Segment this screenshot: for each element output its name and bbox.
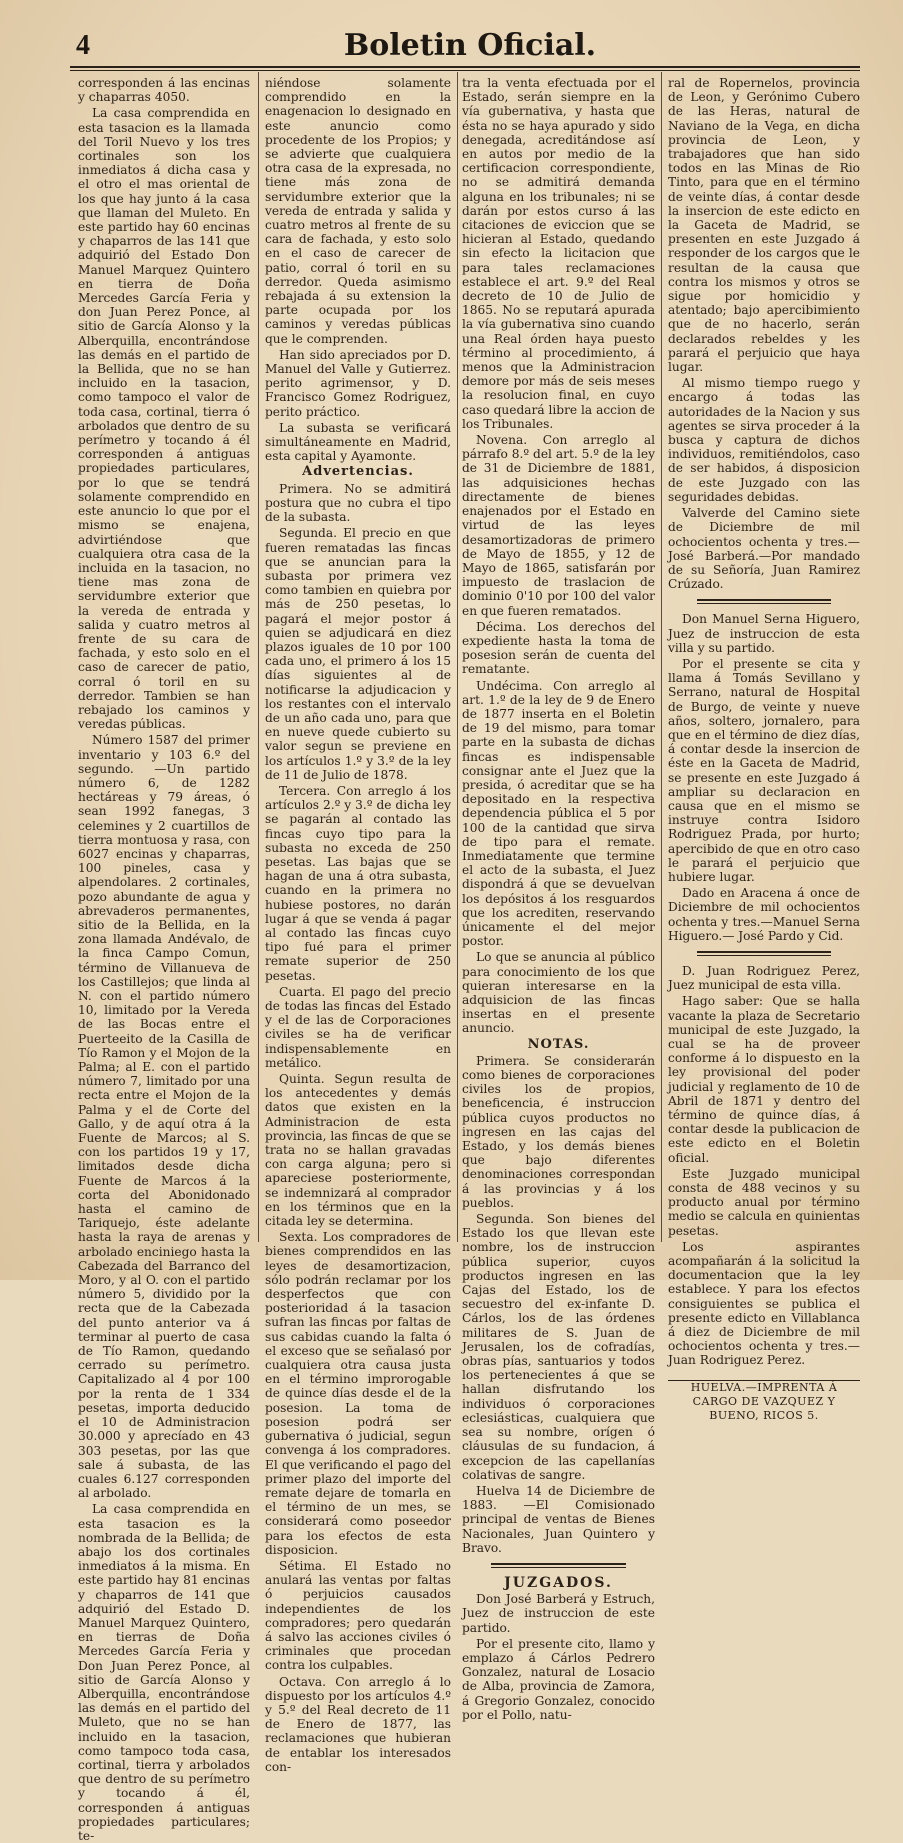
paragraph: Los aspirantes acompañarán á la solicitud la documentacion que la ley establece. Y para los efectos consiguientes se publica el presente edicto en Villablanca á diez de Diciembre de mil ochocientos ochenta y tres.—Juan Rodriguez Perez. — [668, 1239, 860, 1368]
column-1 — [78, 76, 250, 1843]
paragraph: Décima. Los derechos del expediente hasta la toma de posesion serán de cuenta del rematante. — [462, 619, 655, 677]
paragraph: Han sido apreciados por D. Manuel del Valle y Gutierrez. perito agrimensor, y D. Francisco Gomez Rodriguez, perito práctico. — [265, 347, 451, 419]
column-3 — [462, 76, 655, 1722]
paragraph: Este Juzgado municipal consta de 488 vecinos y su producto anual por término medio se calcula en quinientas pesetas. — [668, 1166, 860, 1238]
paragraph: La casa comprendida en esta tasacion es la llamada del Toril Nuevo y los tres cortinales son los inmediatos á dicha casa y el otro el mas oriental de los que hay junto á la casa que llaman del Muleto. En este partido hay 60 encinas y chaparros de las 141 que adquirió del Estado Don Manuel Marquez Quintero en tierra de Doña Mercedes García Feria y don Juan Perez Ponce, al sitio de García Alonso y la Alberquilla, encontrándose las demás en el partido de la Bellida, que no se han incluido en la tasacion, como tampoco el valor de toda casa, cortinal, tierra ó arbolados que dentro de su perímetro y tocando á él corresponden á antiguas propiedades particulares, por lo que se tendrá solamente comprendido en este anuncio lo que por el mismo se enajena, advirtiéndose que cualquiera otra casa de la incluida en la tasacion, no tiene mas zona de servidumbre exterior que la vereda de entrada y salida y cuatro metros al frente de su cara de fachada, y esto solo en el caso de carecer de patio, corral ó toril en su derredor. Tambien se han rebajado los caminos y veredas públicas. — [78, 106, 250, 732]
paragraph: Sexta. Los compradores de bienes comprendidos en las leyes de desamortizacion, sólo podrán reclamar por los desperfectos que con posterioridad á la tasacion sufran las fincas por faltas de sus cabidas cuando la falta ó el exceso que se señalasó por cualquiera otra causa justa en el término improrogable de quince días desde el de la posesion. La toma de posesion podrá ser gubernativa ó judicial, segun convenga á los compradores. El que verificando el pago del primer plazo del importe del remate dejare de tomarla en el término de un mes, se considerará como poseedor para los efectos de esta disposicion. — [265, 1230, 451, 1557]
column-divider — [661, 72, 662, 1242]
paragraph: Primera. No se admitirá postura que no cubra el tipo de la subasta. — [265, 481, 451, 525]
paragraph: Hago saber: Que se halla vacante la plaza de Secretario municipal de este Juzgado, la cual se ha de proveer conforme á lo dispuesto en la ley provisional del poder judicial y reglamento de 10 de Abril de 1871 y dentro del término de quince días, á contar desde la publicacion de este edicto en el Boletin oficial. — [668, 994, 860, 1165]
paragraph: La subasta se verificará simultáneamente en Madrid, esta capital y Ayamonte. — [265, 420, 451, 464]
section-heading: Advertencias. — [302, 464, 414, 480]
paragraph: Dado en Aracena á once de Diciembre de mil ochocientos ochenta y tres.—Manuel Serna Higuero.— José Pardo y Cid. — [668, 886, 860, 943]
paragraph: Sétima. El Estado no anulará las ventas por faltas ó perjuicios causados independientes de los compradores; pero quedarán á salvo las acciones civiles ó criminales que procedan contra los culpables. — [265, 1558, 451, 1673]
section-rule — [491, 1563, 626, 1568]
paragraph: Octava. Con arreglo á lo dispuesto por los artículos 4.º y 5.º del Real decreto de 11 de Enero de 1877, las reclamaciones que hubieran de entablar los interesados con- — [265, 1674, 451, 1774]
paragraph: corresponden á las encinas y chaparras 4050. — [78, 76, 250, 105]
section-rule — [697, 599, 831, 604]
paragraph: Lo que se anuncia al público para conocimiento de los que quieran interesarse en la adquisicion de las fincas insertas en el presente anuncio. — [462, 950, 655, 1036]
paragraph: Primera. Se considerarán como bienes de corporaciones civiles los de propios, beneficencia, é instruccion pública cuyos productos no ingresen en las cajas del Estado, y los demás bienes que bajo diferentes denominaciones correspondan á las provincias y á los pueblos. — [462, 1053, 655, 1210]
column-2 — [265, 76, 451, 1774]
paragraph: Tercera. Con arreglo á los artículos 2.º y 3.º de dicha ley se pagarán al contado las fincas cuyo tipo para la subasta no exceda de 250 pesetas. Las bajas que se hagan de una á otra subasta, cuando en la primera no hubiese postores, no darán lugar á que se venda á pagar al contado las fincas cuyo tipo fué para el primer remate superior de 250 pesetas. — [265, 783, 451, 983]
paragraph: Por el presente se cita y llama á Tomás Sevillano y Serrano, natural de Hospital de Burgo, de veinte y nueve años, soltero, jornalero, para que en el término de diez días, á contar desde la insercion de éste en la Gaceta de Madrid, se presente en este Juzgado á ampliar su declaracion en causa que en el mismo se instruye contra Isidoro Rodriguez Prada, por hurto; apercibido de que en otro caso le parará el perjuicio que hubiere lugar. — [668, 656, 860, 884]
page-title: Boletin Oficial. — [343, 28, 597, 63]
paragraph: tra la venta efectuada por el Estado, serán siempre en la vía gubernativa, y hasta que ésta no se haya apurado y sido denegada, acreditándose así en autos por medio de la certificacion correspondiente, no se admitirá demanda alguna en los tribunales; ni se darán por estos curso á las citaciones de eviccion que se hicieran al Estado, quedando sin efecto la licitacion que para tales reclamaciones establece el art. 9.º del Real decreto de 10 de Julio de 1865. No se reputará apurada la vía gubernativa sino cuando una Real órden haya puesto término al procedimiento, á menos que la Administracion demore por más de seis meses la resolucion final, en cuyo caso quedará libre la accion de los Tribunales. — [462, 76, 655, 431]
paragraph: Cuarta. El pago del precio de todas las fincas del Estado y el de las de Corporaciones civiles se ha de verificar indispensablemente en metálico. — [265, 984, 451, 1070]
section-heading: NOTAS. — [527, 1036, 590, 1052]
page-header — [70, 26, 870, 66]
paragraph: Novena. Con arreglo al párrafo 8.º del art. 5.º de la ley de 31 de Diciembre de 1881, las adquisiciones hechas directamente de bienes enajenados por el Estado en virtud de las leyes desamortizadoras de primero de Mayo de 1855, y 12 de Mayo de 1865, satisfarán por impuesto de traslacion de dominio 0'10 por 100 del valor en que fueren rematados. — [462, 433, 655, 618]
paragraph: La casa comprendida en esta tasacion es la nombrada de la Bellida; de abajo los dos cortinales inmediatos á la misma. En este partido hay 81 encinas y chaparros de 141 que adquirió del Estado D. Manuel Marquez Quintero, en tierras de Doña Mercedes García Feria y Don Juan Perez Ponce, al sitio de García Alonso y Alberquilla, encontrándose las demás en el partido del Muleto, que no se han incluido en la tasacion, como tampoco toda casa, cortinal, tierra y arbolados que dentro de su perímetro y tocando á él, corresponden á antiguas propiedades particulares; te- — [78, 1502, 250, 1843]
paragraph: Huelva 14 de Diciembre de 1883. —El Comisionado principal de ventas de Bienes Nacionales, Juan Quintero y Bravo. — [462, 1483, 655, 1555]
paragraph: Don José Barberá y Estruch, Juez de instruccion de este partido. — [462, 1592, 655, 1635]
paragraph: niéndose solamente comprendido en la enagenacion lo designado en este anuncio como procedente de los Propios; y se advierte que cualquiera otra casa de la expresada, no tiene más zona de servidumbre exterior que la vereda de entrada y salida y cuatro metros al frente de su cara de fachada, y esto solo en el caso de carecer de patio, corral ó toril en su derredor. Queda asimismo rebajada á su extension la parte ocupada por los caminos y veredas públicas que le comprenden. — [265, 76, 451, 346]
printer-imprint: HUELVA.—IMPRENTA Á CARGO DE VAZQUEZ Y BUENO, RICOS 5. — [690, 1380, 838, 1423]
paragraph: Don Manuel Serna Higuero, Juez de instruccion de esta villa y su partido. — [668, 612, 860, 655]
paragraph: Valverde del Camino siete de Diciembre de mil ochocientos ochenta y tres.—José Barberá.—Por mandado de su Señoría, Juan Ramirez Crúzado. — [668, 506, 860, 592]
page-number: 4 — [76, 30, 90, 61]
paragraph: Al mismo tiempo ruego y encargo á todas las autoridades de la Nacion y sus agentes se sirva proceder á la busca y captura de dichos individuos, remitiéndolos, caso de ser habidos, á disposicion de este Juzgado con las seguridades debidas. — [668, 376, 860, 504]
paragraph: Número 1587 del primer inventario y 103 6.º del segundo. —Un partido número 6, de 1282 hectáreas y 79 áreas, ó sean 1992 fanegas, 3 celemines y 2 cuartillos de tierra montuosa y rasa, con 6027 encinas y chaparras, 100 pineles, casa y alpendolares. 2 cortinales, pozo abundante de agua y abrevaderos permanentes, sitio de la Bellida, en la zona llamada Andévalo, de la finca Campo Comun, término de Villanueva de los Castillejos; que linda al N. con el partido número 10, limitado por la Vereda de las Bocas entre el Puerteeito de la Casilla de Tío Ramon y el Mojon de la Palma; al E. con el partido número 7, limitado por una recta entre el Mojon de la Palma y el de Corte del Gallo, y de aquí otra á la Fuente de Marcos; al S. con los partidos 19 y 17, limitados desde dicha Fuente de Marcos á la corta del Abonidonado hasta el camino de Tariquejo, éste adelante hasta la raya de arenas y arbolado enciniego hasta la Cabezada del Barranco del Moro, y al O. con el partido número 5, dividido por la recta que de la Cabezada del punto anterior va á terminar al puerto de casa de Tío Ramon, quedando cerrado su perímetro. Capitalizado al 4 por 100 por la renta de 1 334 pesetas, importa deducido el 10 de Administracion 30.000 y aprecíado en 43 303 pesetas, por las que sale á subasta, de las cuales 6.127 corresponden al arbolado. — [78, 733, 250, 1501]
paragraph: Segunda. Son bienes del Estado los que llevan este nombre, los de instruccion pública superior, cuyos productos ingresen en las Cajas del Estado, los de secuestro del ex-infante D. Cárlos, los de las órdenes militares de S. Juan de Jerusalen, los de cofradías, obras pías, santuarios y todos los pertenecientes á que se hallan disfrutando los individuos ó corporaciones eclesiásticas, cualquiera que sea su nombre, orígen ó cláusulas de su fundacion, á excepcion de las capellanías colativas de sangre. — [462, 1212, 655, 1482]
column-divider — [258, 72, 259, 1242]
paragraph: ral de Ropernelos, provincia de Leon, y Gerónimo Cubero de las Heras, natural de Naviano de la Vega, en dicha provincia de Leon, y trabajadores que han sido todos en las Minas de Rio Tinto, para que en el término de veinte días, á contar desde la insercion de este edicto en la Gaceta de Madrid, se presenten en este Juzgado á responder de los cargos que le resultan de la causa que contra los mismos y otros se sigue por homicidio y atentado; bajo apercibimiento que de no hacerlo, serán declarados rebeldes y les parará el perjuicio que haya lugar. — [668, 76, 860, 375]
paragraph: Quinta. Segun resulta de los antecedentes y demás datos que existen en la Administracion de esta provincia, las fincas de que se trata no se hallan gravadas con carga alguna; pero si apareciese posteriormente, se indemnizará al comprador en los términos que en la citada ley se determina. — [265, 1072, 451, 1229]
section-rule — [697, 951, 831, 956]
column-4 — [668, 76, 860, 1423]
paragraph: Por el presente cito, llamo y emplazo á Cárlos Pedrero Gonzalez, natural de Losacio de Alba, provincia de Zamora, á Gregorio Gonzalez, conocido por el Pollo, natu- — [462, 1636, 655, 1722]
paragraph: D. Juan Rodriguez Perez, Juez municipal de esta villa. — [668, 963, 860, 993]
header-rule — [70, 66, 860, 68]
paragraph: Segunda. El precio en que fueren rematadas las fincas que se anuncian para la subasta por primera vez como tambien en quiebra por más de 250 pesetas, lo pagará el mejor postor á quien se adjudicará en diez plazos iguales de 10 por 100 cada uno, el primero á los 15 días siguientes al de notificarse la adjudicacion y los restantes con el intervalo de un año cada uno, para que en nueve quede cubierto su valor segun se previene en los artículos 1.º y 3.º de la ley de 11 de Julio de 1878. — [265, 526, 451, 782]
column-divider — [457, 72, 458, 1242]
header-rule-thin — [70, 70, 860, 71]
paragraph: Undécima. Con arreglo al art. 1.º de la ley de 9 de Enero de 1877 inserta en el Boletin de 19 del mismo, para tomar parte en la subasta de dichas fincas es indispensable consignar ante el Juez que la presida, ó acreditar que se ha depositado en la respectiva dependencia pública el 5 por 100 de la cantidad que sirva de tipo para el remate. Inmediatamente que termine el acto de la subasta, el Juez dispondrá á que se devuelvan los depósitos á los resguardos que los acrediten, reservando únicamente el del mejor postor. — [462, 678, 655, 949]
section-heading: JUZGADOS. — [504, 1574, 613, 1591]
